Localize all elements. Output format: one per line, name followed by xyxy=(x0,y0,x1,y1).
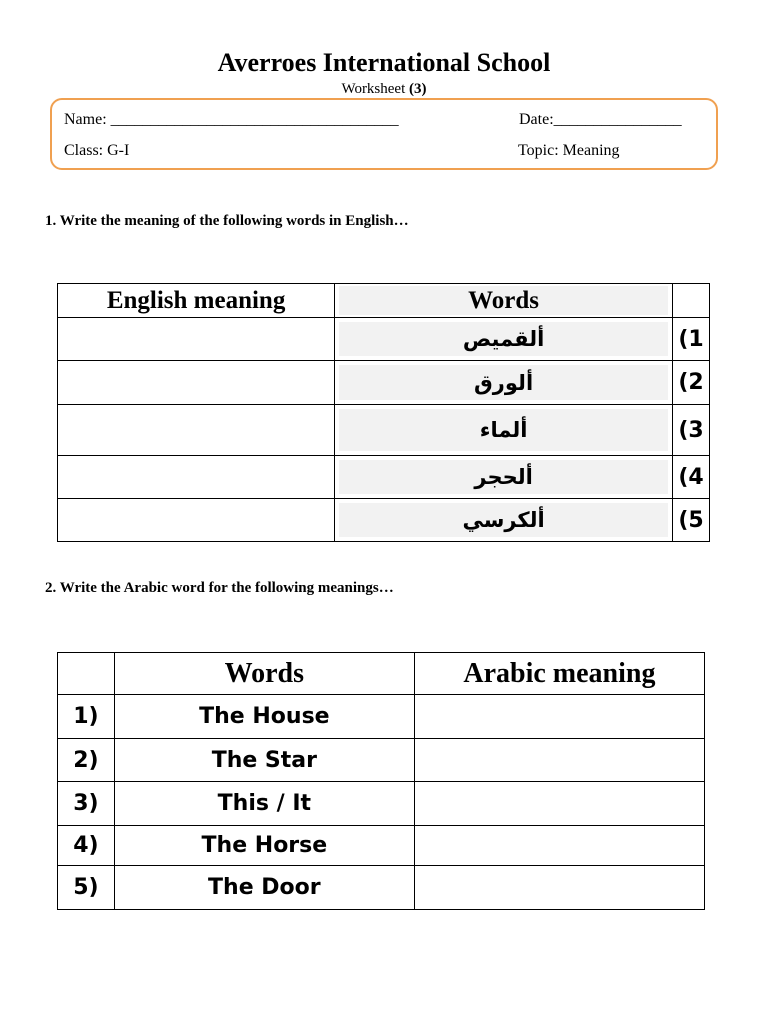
col-english-meaning: English meaning xyxy=(58,284,335,318)
row-number: (3 xyxy=(673,405,710,456)
col-number xyxy=(58,653,115,695)
col-words-cell xyxy=(335,284,673,318)
student-info-box xyxy=(50,98,718,170)
english-word: The Door xyxy=(114,866,414,910)
section1-heading: 1. Write the meaning of the following words in English… xyxy=(45,213,409,229)
table-row xyxy=(58,695,705,739)
row-number: 2) xyxy=(58,739,115,782)
english-answer-cell[interactable] xyxy=(58,456,335,499)
table-row xyxy=(58,826,705,866)
word-cell xyxy=(335,361,673,405)
arabic-answer-cell[interactable] xyxy=(414,782,704,826)
worksheet-number: (3) xyxy=(409,81,427,97)
section1-table xyxy=(57,283,710,542)
arabic-word: ألكرسي xyxy=(339,503,668,537)
row-number: 3) xyxy=(58,782,115,826)
word-cell xyxy=(335,499,673,542)
english-word: The House xyxy=(114,695,414,739)
table-row xyxy=(58,456,710,499)
table-row xyxy=(58,739,705,782)
english-word: The Horse xyxy=(114,826,414,866)
class-label: Class: G-I xyxy=(64,142,130,159)
row-number: (5 xyxy=(673,499,710,542)
arabic-word: ألحجر xyxy=(339,460,668,494)
col-words: Words xyxy=(114,653,414,695)
row-number: (1 xyxy=(673,318,710,361)
word-cell xyxy=(335,405,673,456)
table-row xyxy=(58,361,710,405)
row-number: 4) xyxy=(58,826,115,866)
english-answer-cell[interactable] xyxy=(58,405,335,456)
col-arabic-meaning: Arabic meaning xyxy=(414,653,704,695)
english-answer-cell[interactable] xyxy=(58,361,335,405)
worksheet-label xyxy=(0,79,768,99)
arabic-answer-cell[interactable] xyxy=(414,695,704,739)
table-row xyxy=(58,499,710,542)
word-cell xyxy=(335,456,673,499)
row-number: (2 xyxy=(673,361,710,405)
table-row xyxy=(58,318,710,361)
col-words: Words xyxy=(339,286,668,315)
arabic-answer-cell[interactable] xyxy=(414,826,704,866)
row-number: (4 xyxy=(673,456,710,499)
table-row xyxy=(58,405,710,456)
word-cell xyxy=(335,318,673,361)
section2-table xyxy=(57,652,705,910)
date-field[interactable]: Date:________________ xyxy=(519,111,682,128)
section2-heading: 2. Write the Arabic word for the following meanings… xyxy=(45,580,394,596)
arabic-word: ألورق xyxy=(339,365,668,400)
topic-label: Topic: Meaning xyxy=(518,142,620,159)
table-header-row xyxy=(58,284,710,318)
school-title: Averroes International School xyxy=(217,48,551,77)
english-answer-cell[interactable] xyxy=(58,499,335,542)
english-word: This / It xyxy=(114,782,414,826)
col-number xyxy=(673,284,710,318)
row-number: 5) xyxy=(58,866,115,910)
table-row xyxy=(58,782,705,826)
table-header-row xyxy=(58,653,705,695)
arabic-answer-cell[interactable] xyxy=(414,739,704,782)
name-field[interactable]: Name: ____________________________________ xyxy=(64,111,399,128)
english-answer-cell[interactable] xyxy=(58,318,335,361)
table-row xyxy=(58,866,705,910)
row-number: 1) xyxy=(58,695,115,739)
worksheet-text: Worksheet xyxy=(341,81,406,97)
arabic-word: ألماء xyxy=(339,409,668,451)
english-word: The Star xyxy=(114,739,414,782)
arabic-answer-cell[interactable] xyxy=(414,866,704,910)
arabic-word: ألقميص xyxy=(339,322,668,356)
